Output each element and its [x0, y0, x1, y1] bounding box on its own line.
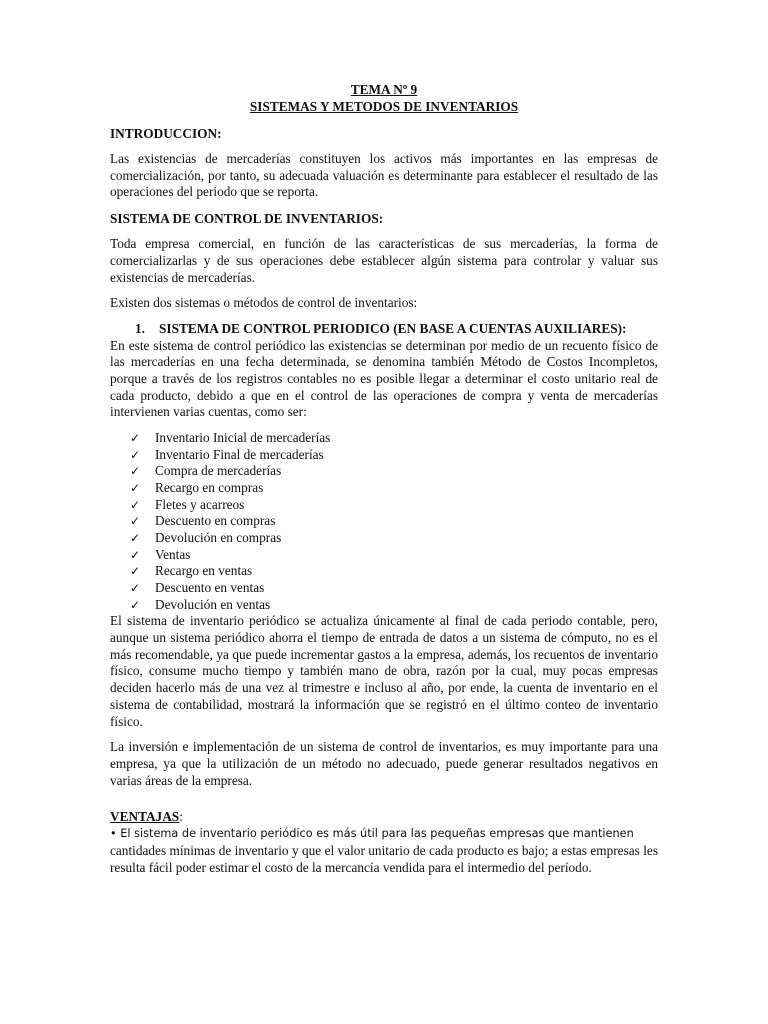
title-line-2: SISTEMAS Y METODOS DE INVENTARIOS [249, 99, 519, 114]
account-label: Recargo en ventas [155, 563, 253, 579]
checkmark-icon: ✓ [130, 464, 141, 479]
checkmark-icon: ✓ [130, 581, 141, 596]
account-label: Fletes y acarreos [155, 496, 245, 512]
account-list-item [130, 563, 658, 580]
account-label: Inventario Final de mercaderías [155, 446, 324, 462]
account-list-item [130, 497, 658, 514]
two-systems-paragraph: Existen dos sistemas o métodos de control de inventarios: [110, 295, 418, 311]
checkmark-icon: ✓ [130, 597, 141, 612]
accounts-list [110, 430, 658, 613]
account-list-item [130, 447, 658, 464]
checkmark-icon: ✓ [130, 497, 141, 512]
account-label: Devolución en compras [155, 530, 282, 546]
ventajas-heading [110, 808, 658, 826]
account-label: Ventas [155, 546, 191, 562]
ventajas-colon: : [179, 809, 183, 825]
periodic-heading-text: SISTEMA DE CONTROL PERIODICO (EN BASE A CUENTAS AUXILIARES): [159, 320, 627, 336]
account-list-item [130, 580, 658, 597]
account-label: Descuento en ventas [155, 580, 265, 596]
control-heading: SISTEMA DE CONTROL DE INVENTARIOS: [110, 211, 384, 227]
checkmark-icon: ✓ [130, 547, 141, 562]
ventajas-label: VENTAJAS [110, 809, 180, 825]
checkmark-icon: ✓ [130, 481, 141, 496]
periodic-section-heading [110, 321, 658, 338]
account-label: Inventario Inicial de mercaderías [155, 430, 331, 446]
checkmark-icon: ✓ [130, 564, 141, 579]
periodic-paragraph: En este sistema de control periódico las existencias se determinan por medio de un recuento físico de las mercaderías en una fecha determinada, se denomina también Método de Costos Incompletos, porque a través de los registros contables no es posible llegar a determinar el costo unitario real de cada producto, debido a que en el control de las operaciones de compra y venta de mercaderías intervienen varias cuentas, como ser: [110, 337, 658, 420]
control-paragraph: Toda empresa comercial, en función de las características de sus mercaderías, la forma de comercializarlas y de sus operaciones debe establecer algún sistema para controlar y valuar sus existencias de mercaderías. [110, 236, 658, 285]
periodic-update-paragraph: El sistema de inventario periódico se actualiza únicamente al final de cada periodo contable, pero, aunque un sistema periódico ahorra el tiempo de entrada de datos a un sistema de cómputo, no es el más recomendable, ya que puede incrementar gastos a la empresa, además, los recuentos de inventario físico, consume mucho tiempo y también mano de obra, razón por la cual, muy pocas empresas deciden hacerlo más de una vez al trimestre e incluso al año, por ende, la cuenta de inventario en el sistema de contabilidad, mostrará la información que se registró en el último conteo de inventario físico. [110, 613, 658, 729]
title-line-1: TEMA Nº 9 [350, 82, 418, 97]
account-label: Recargo en compras [155, 480, 264, 496]
account-label: Compra de mercaderías [155, 463, 282, 479]
account-list-item [130, 480, 658, 497]
ventajas-paragraph: cantidades mínimas de inventario y que el valor unitario de cada producto es bajo; a estas empresas les resulta fácil poder estimar el costo de la mercancía vendida para el intermedio del período. [110, 843, 658, 875]
account-list-item [130, 513, 658, 530]
intro-heading: INTRODUCCION: [110, 126, 222, 141]
checkmark-icon: ✓ [130, 531, 141, 546]
document-body [110, 81, 658, 877]
checkmark-icon: ✓ [130, 431, 141, 446]
account-list-item [130, 463, 658, 480]
checkmark-icon: ✓ [130, 514, 141, 529]
section-number: 1. [135, 320, 145, 336]
account-label: Devolución en ventas [155, 596, 271, 612]
account-label: Descuento en compras [155, 513, 276, 529]
investment-paragraph: La inversión e implementación de un sistema de control de inventarios, es muy importante para una empresa, ya que la utilización de un método no adecuado, puede generar resultados negativos en varias áreas de la empresa. [110, 739, 658, 788]
account-list-item [130, 430, 658, 447]
checkmark-icon: ✓ [130, 447, 141, 462]
account-list-item [130, 530, 658, 547]
account-list-item [130, 597, 658, 614]
account-list-item [130, 547, 658, 564]
ventajas-first-line: • El sistema de inventario periódico es más útil para las pequeñas empresas que mantienen [110, 827, 634, 841]
intro-paragraph: Las existencias de mercaderías constituyen los activos más importantes en las empresas de comercialización, por tanto, su adecuada valuación es determinante para establecer el resultado de las operaciones del periodo que se reporta. [110, 151, 658, 200]
